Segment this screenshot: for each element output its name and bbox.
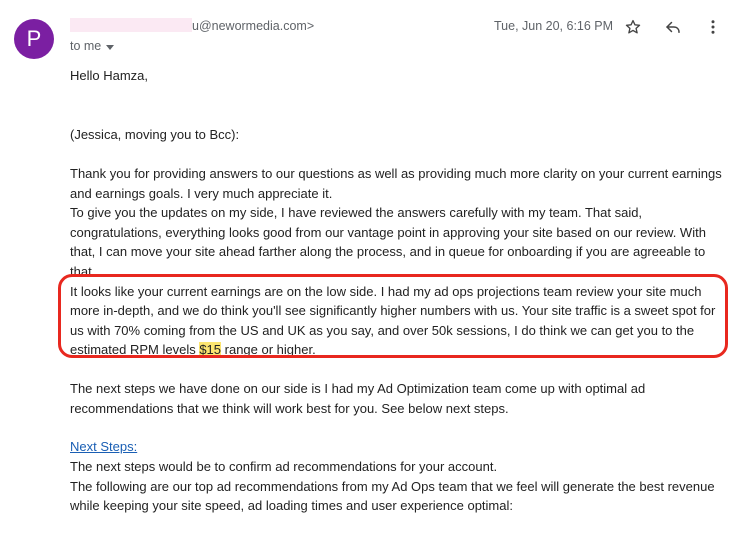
next-steps-link[interactable]: Next Steps: [70, 439, 138, 454]
chevron-down-icon [106, 45, 114, 50]
annotation-highlight-box [58, 274, 728, 358]
paragraph-confirm: The next steps would be to confirm ad recommendations for your account. [70, 459, 498, 474]
paragraph-thanks-line1: Thank you for providing answers to our questions as well as providing much more clarity on your current earnings [70, 166, 722, 181]
sender-email-text: u@newormedia.com> [192, 19, 315, 33]
paragraph-thanks-line2: and earnings goals. I very much appreciate it. [70, 185, 333, 201]
greeting: Hello Hamza, [70, 68, 149, 83]
more-options-button[interactable] [702, 16, 724, 38]
paragraph-updates: To give you the updates on my side, I have reviewed the answers carefully with my team. That said, congratulations, everything looks good from our vantage point in approving your site based on our review. With that, I can move your site ahead farther along the process, and in queue for onboarding if you are agreeable to that. [70, 205, 706, 279]
reply-icon [664, 18, 682, 36]
sender-email [70, 18, 314, 33]
email-date: Tue, Jun 20, 6:16 PM [494, 19, 614, 33]
recipient-details-toggle[interactable] [70, 39, 114, 53]
reply-button[interactable] [662, 16, 684, 38]
recipient-label: to me [70, 39, 102, 53]
avatar[interactable]: P [14, 19, 54, 59]
rpm-highlight: $15 [199, 342, 222, 358]
redacted-sender [70, 18, 192, 32]
earnings-text-end: range or higher. [221, 342, 316, 358]
star-button[interactable] [622, 16, 644, 38]
paragraph-next-steps-intro: The next steps we have done on our side is I had my Ad Optimization team come up with optimal ad recommendations that we think will work best for you. See below next steps. [70, 381, 646, 416]
star-icon [624, 18, 642, 36]
bcc-note: (Jessica, moving you to Bcc): [70, 127, 240, 142]
more-vert-icon [704, 18, 722, 36]
earnings-text: It looks like your current earnings are on the low side. I had my ad ops projections team review your site much more in-depth, and we do think you'll see significantly higher numbers with us. Your site traffic is a sweet spot for us with 70% coming from the US and UK as you say, and over 50k sessions, I do think we can get you to the estimated RPM levels [70, 283, 716, 358]
paragraph-recommendations: The following are our top ad recommendations from my Ad Ops team that we feel will generate the best revenue while keeping your site speed, ad loading times and user experience optimal: [70, 478, 715, 514]
